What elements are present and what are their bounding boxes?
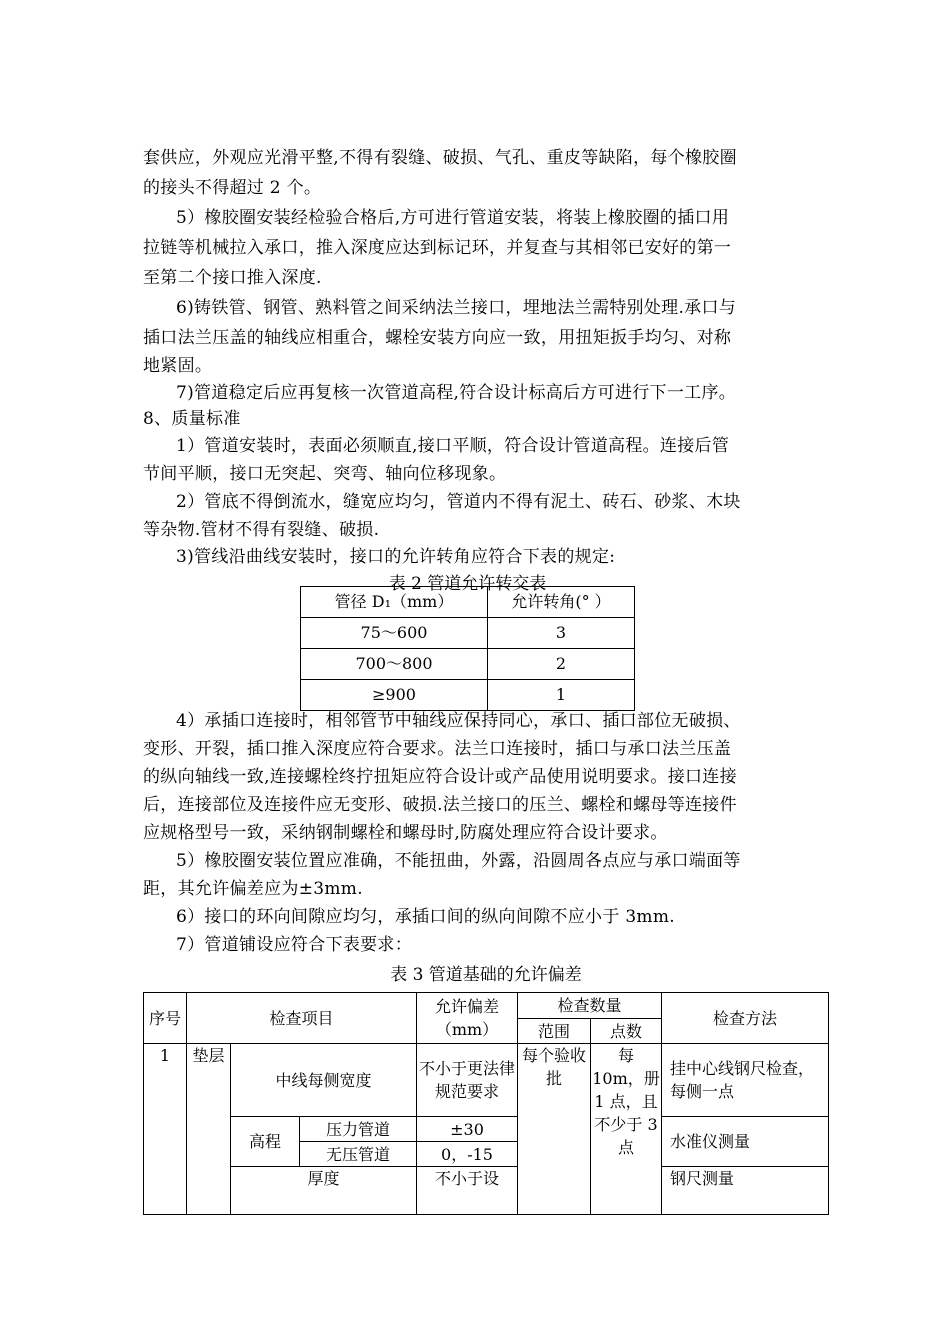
paragraph-line: 7)管道稳定后应再复核一次管道高程,符合设计标高后方可进行下一工序。 [176, 383, 737, 403]
table-header-row [301, 587, 635, 618]
item-cell: 中线每侧宽度 [231, 1044, 417, 1117]
table-cell: ≥900 [301, 680, 488, 711]
paragraph-line: 套供应，外观应光滑平整,不得有裂缝、破损、气孔、重皮等缺陷，每个橡胶圈 [143, 148, 737, 168]
header-method: 检查方法 [662, 993, 829, 1044]
paragraph-line: 6)铸铁管、钢管、熟料管之间采纳法兰接口，埋地法兰需特别处理.承口与 [176, 298, 737, 318]
pipe-angle-table [300, 586, 635, 711]
paragraph-line: 插口法兰压盖的轴线应相重合，螺栓安装方向应一致，用扭矩扳手均匀、对称 [143, 328, 732, 348]
table3-caption: 表 3 管道基础的允许偏差 [390, 965, 582, 985]
paragraph-line: 应规格型号一致，采纳钢制螺栓和螺母时,防腐处理应符合设计要求。 [143, 823, 668, 843]
table-row [301, 618, 635, 649]
paragraph-line: 等杂物.管材不得有裂缝、破损. [143, 520, 380, 540]
paragraph-line: 至第二个接口推入深度. [143, 268, 322, 288]
points-cell: 每 10m，册 1 点，且不少于 3 点 [591, 1044, 662, 1215]
paragraph-line: 3)管线沿曲线安装时，接口的允许转角应符合下表的规定: [176, 547, 616, 567]
table-row [301, 680, 635, 711]
table-row [144, 1167, 829, 1215]
paragraph-line: 6）接口的环向间隙应均匀，承插口间的纵向间隙不应小于 3mm. [176, 907, 675, 927]
paragraph-line: 5）橡胶圈安装位置应准确，不能扭曲，外露，沿圆周各点应与承口端面等 [176, 851, 741, 871]
table-row [301, 649, 635, 680]
header-range: 范围 [518, 1019, 591, 1044]
range-cell: 每个验收批 [518, 1044, 591, 1215]
method-cell: 钢尺测量 [662, 1167, 829, 1215]
paragraph-line: 变形、开裂，插口推入深度应符合要求。法兰口连接时，插口与承口法兰压盖 [143, 739, 732, 759]
header-seq: 序号 [144, 993, 187, 1044]
seq-cell: 1 [144, 1044, 187, 1215]
paragraph-line: 5）橡胶圈安装经检验合格后,方可进行管道安装，将装上橡胶圈的插口用 [176, 208, 730, 228]
table-cell: 3 [488, 618, 635, 649]
paragraph-line: 1）管道安装时，表面必须顺直,接口平顺，符合设计管道高程。连接后管 [176, 436, 730, 456]
paragraph-line: 距，其允许偏差应为±3mm. [143, 879, 363, 899]
table-cell: 700～800 [301, 649, 488, 680]
paragraph-line: 的接头不得超过 2 个。 [143, 178, 322, 198]
method-cell: 水准仪测量 [662, 1117, 829, 1167]
paragraph-line: 7）管道铺设应符合下表要求： [176, 935, 413, 955]
table-row [144, 1044, 829, 1117]
paragraph-line: 4）承插口连接时，相邻管节中轴线应保持同心，承口、插口部位无破损、 [176, 711, 741, 731]
section-heading: 8、质量标准 [143, 409, 241, 429]
table-header-cell: 管径 D₁（mm） [301, 587, 488, 618]
table-header-row [144, 993, 829, 1019]
method-cell: 挂中心线钢尺检查，每侧一点 [662, 1044, 829, 1117]
item-cell: 厚度 [231, 1167, 417, 1215]
paragraph-line: 节间平顺，接口无突起、突弯、轴向位移现象。 [143, 464, 507, 484]
header-quantity: 检查数量 [518, 993, 662, 1019]
paragraph-line: 的纵向轴线一致,连接螺栓终拧扭矩应符合设计或产品使用说明要求。接口连接 [143, 767, 737, 787]
table-cell: 75～600 [301, 618, 488, 649]
elevation-cell: 高程 [231, 1117, 300, 1167]
tolerance-cell: 不小于设 [417, 1167, 518, 1215]
table-cell: 2 [488, 649, 635, 680]
paragraph-line: 地紧固。 [143, 356, 213, 376]
foundation-tolerance-table [143, 992, 829, 1215]
paragraph-line: 拉链等机械拉入承口，推入深度应达到标记环，并复查与其相邻已安好的第一 [143, 238, 732, 258]
tolerance-cell: 0，-15 [417, 1142, 518, 1167]
table-row [144, 1117, 829, 1142]
header-points: 点数 [591, 1019, 662, 1044]
table2-caption: 表 2 管道允许转交表 [388, 574, 547, 594]
item-cell: 压力管道 [300, 1117, 417, 1142]
paragraph-line: 后，连接部位及连接件应无变形、破损.法兰接口的压兰、螺栓和螺母等连接件 [143, 795, 737, 815]
tolerance-cell: ±30 [417, 1117, 518, 1142]
table-cell: 1 [488, 680, 635, 711]
header-item: 检查项目 [187, 993, 417, 1044]
layer-cell: 垫层 [187, 1044, 231, 1215]
header-tolerance: 允许偏差（mm） [417, 993, 518, 1044]
table-header-cell: 允许转角(° ） [488, 587, 635, 618]
item-cell: 无压管道 [300, 1142, 417, 1167]
tolerance-cell: 不小于更法律规范要求 [417, 1044, 518, 1117]
paragraph-line: 2）管底不得倒流水，缝宽应均匀，管道内不得有泥土、砖石、砂浆、木块 [176, 492, 741, 512]
